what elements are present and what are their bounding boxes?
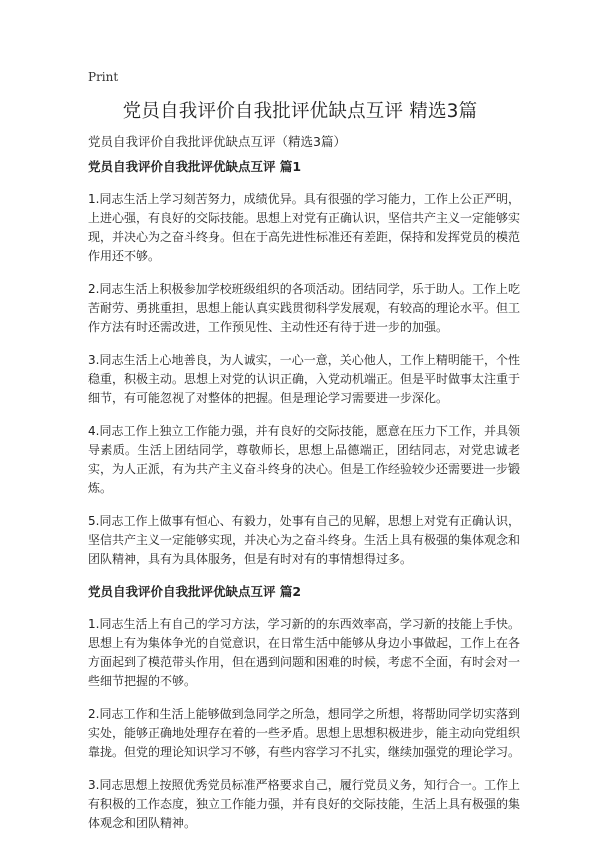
document-body [88,158,520,847]
document-subtitle: 党员自我评价自我批评优缺点互评（精选3篇） [88,134,346,149]
paragraph: 2.同志生活上积极参加学校班级组织的各项活动。团结同学，乐于助人。工作上吃苦耐劳、勇挑重担，思想上能认真实践贯彻科学发展观，有较高的理论水平。但工作方法有时还需改进，工作预见性、主动性还有待于进一步的加强。 [88,282,521,334]
paragraph: 3.同志生活上心地善良，为人诚实，一心一意，关心他人，工作上精明能干，个性稳重，积极主动。思想上对党的认识正确，入党动机端正。但是平时做事太注重于细节，有可能忽视了对整体的把握。但是理论学习需要进一步深化。 [88,353,521,405]
page-title: 党员自我评价自我批评优缺点互评 精选3篇 [122,101,478,122]
print-link[interactable]: Print [88,70,119,84]
section-heading: 党员自我评价自我批评优缺点互评 篇2 [88,584,302,599]
paragraph: 1.同志生活上学习刻苦努力，成绩优异。具有很强的学习能力，工作上公正严明，上进心强，有良好的交际技能。思想上对党有正确认识，坚信共产主义一定能够实现，并决心为之奋斗终身。但在于高先进性标准还有差距，保持和发挥党员的模范作用还不够。 [88,192,521,263]
paragraph: 5.同志工作上做事有恒心、有毅力，处事有自己的见解，思想上对党有正确认识，坚信共产主义一定能够实现，并决心为之奋斗终身。生活上具有极强的集体观念和团队精神，具有为具体服务，但是有时对有的事情想得过多。 [88,514,521,566]
paragraph: 4.同志工作上独立工作能力强，并有良好的交际技能，愿意在压力下工作，并具领导素质。生活上团结同学，尊敬师长，思想上品德端正，团结同志，对党忠诚老实，为人正派，有为共产主义奋斗终身的决心。但是工作经验较少还需要进一步锻炼。 [88,424,521,495]
paragraph: 1.同志生活上有自己的学习方法，学习新的的东西效率高，学习新的技能上手快。思想上有为集体争光的自觉意识，在日常生活中能够从身边小事做起，工作上在各方面起到了模范带头作用，但在遇到问题和困难的时候，考虑不全面，有时会对一些细节把握的不够。 [88,617,521,688]
paragraph: 3.同志思想上按照优秀党员标准严格要求自己，履行党员义务，知行合一。工作上有积极的工作态度，独立工作能力强，并有良好的交际技能，生活上具有极强的集体观念和团队精神。 [88,778,521,830]
section-2 [88,583,520,833]
section-1 [88,158,520,569]
section-heading: 党员自我评价自我批评优缺点互评 篇1 [88,159,302,174]
paragraph: 2.同志工作和生活上能够做到急同学之所急，想同学之所想，将帮助同学切实落到实处，能够正确地处理存在着的一些矛盾。思想上思想积极进步，能主动向党组织靠拢。但党的理论知识学习不够，有些内容学习不扎实，继续加强党的理论学习。 [88,707,521,759]
